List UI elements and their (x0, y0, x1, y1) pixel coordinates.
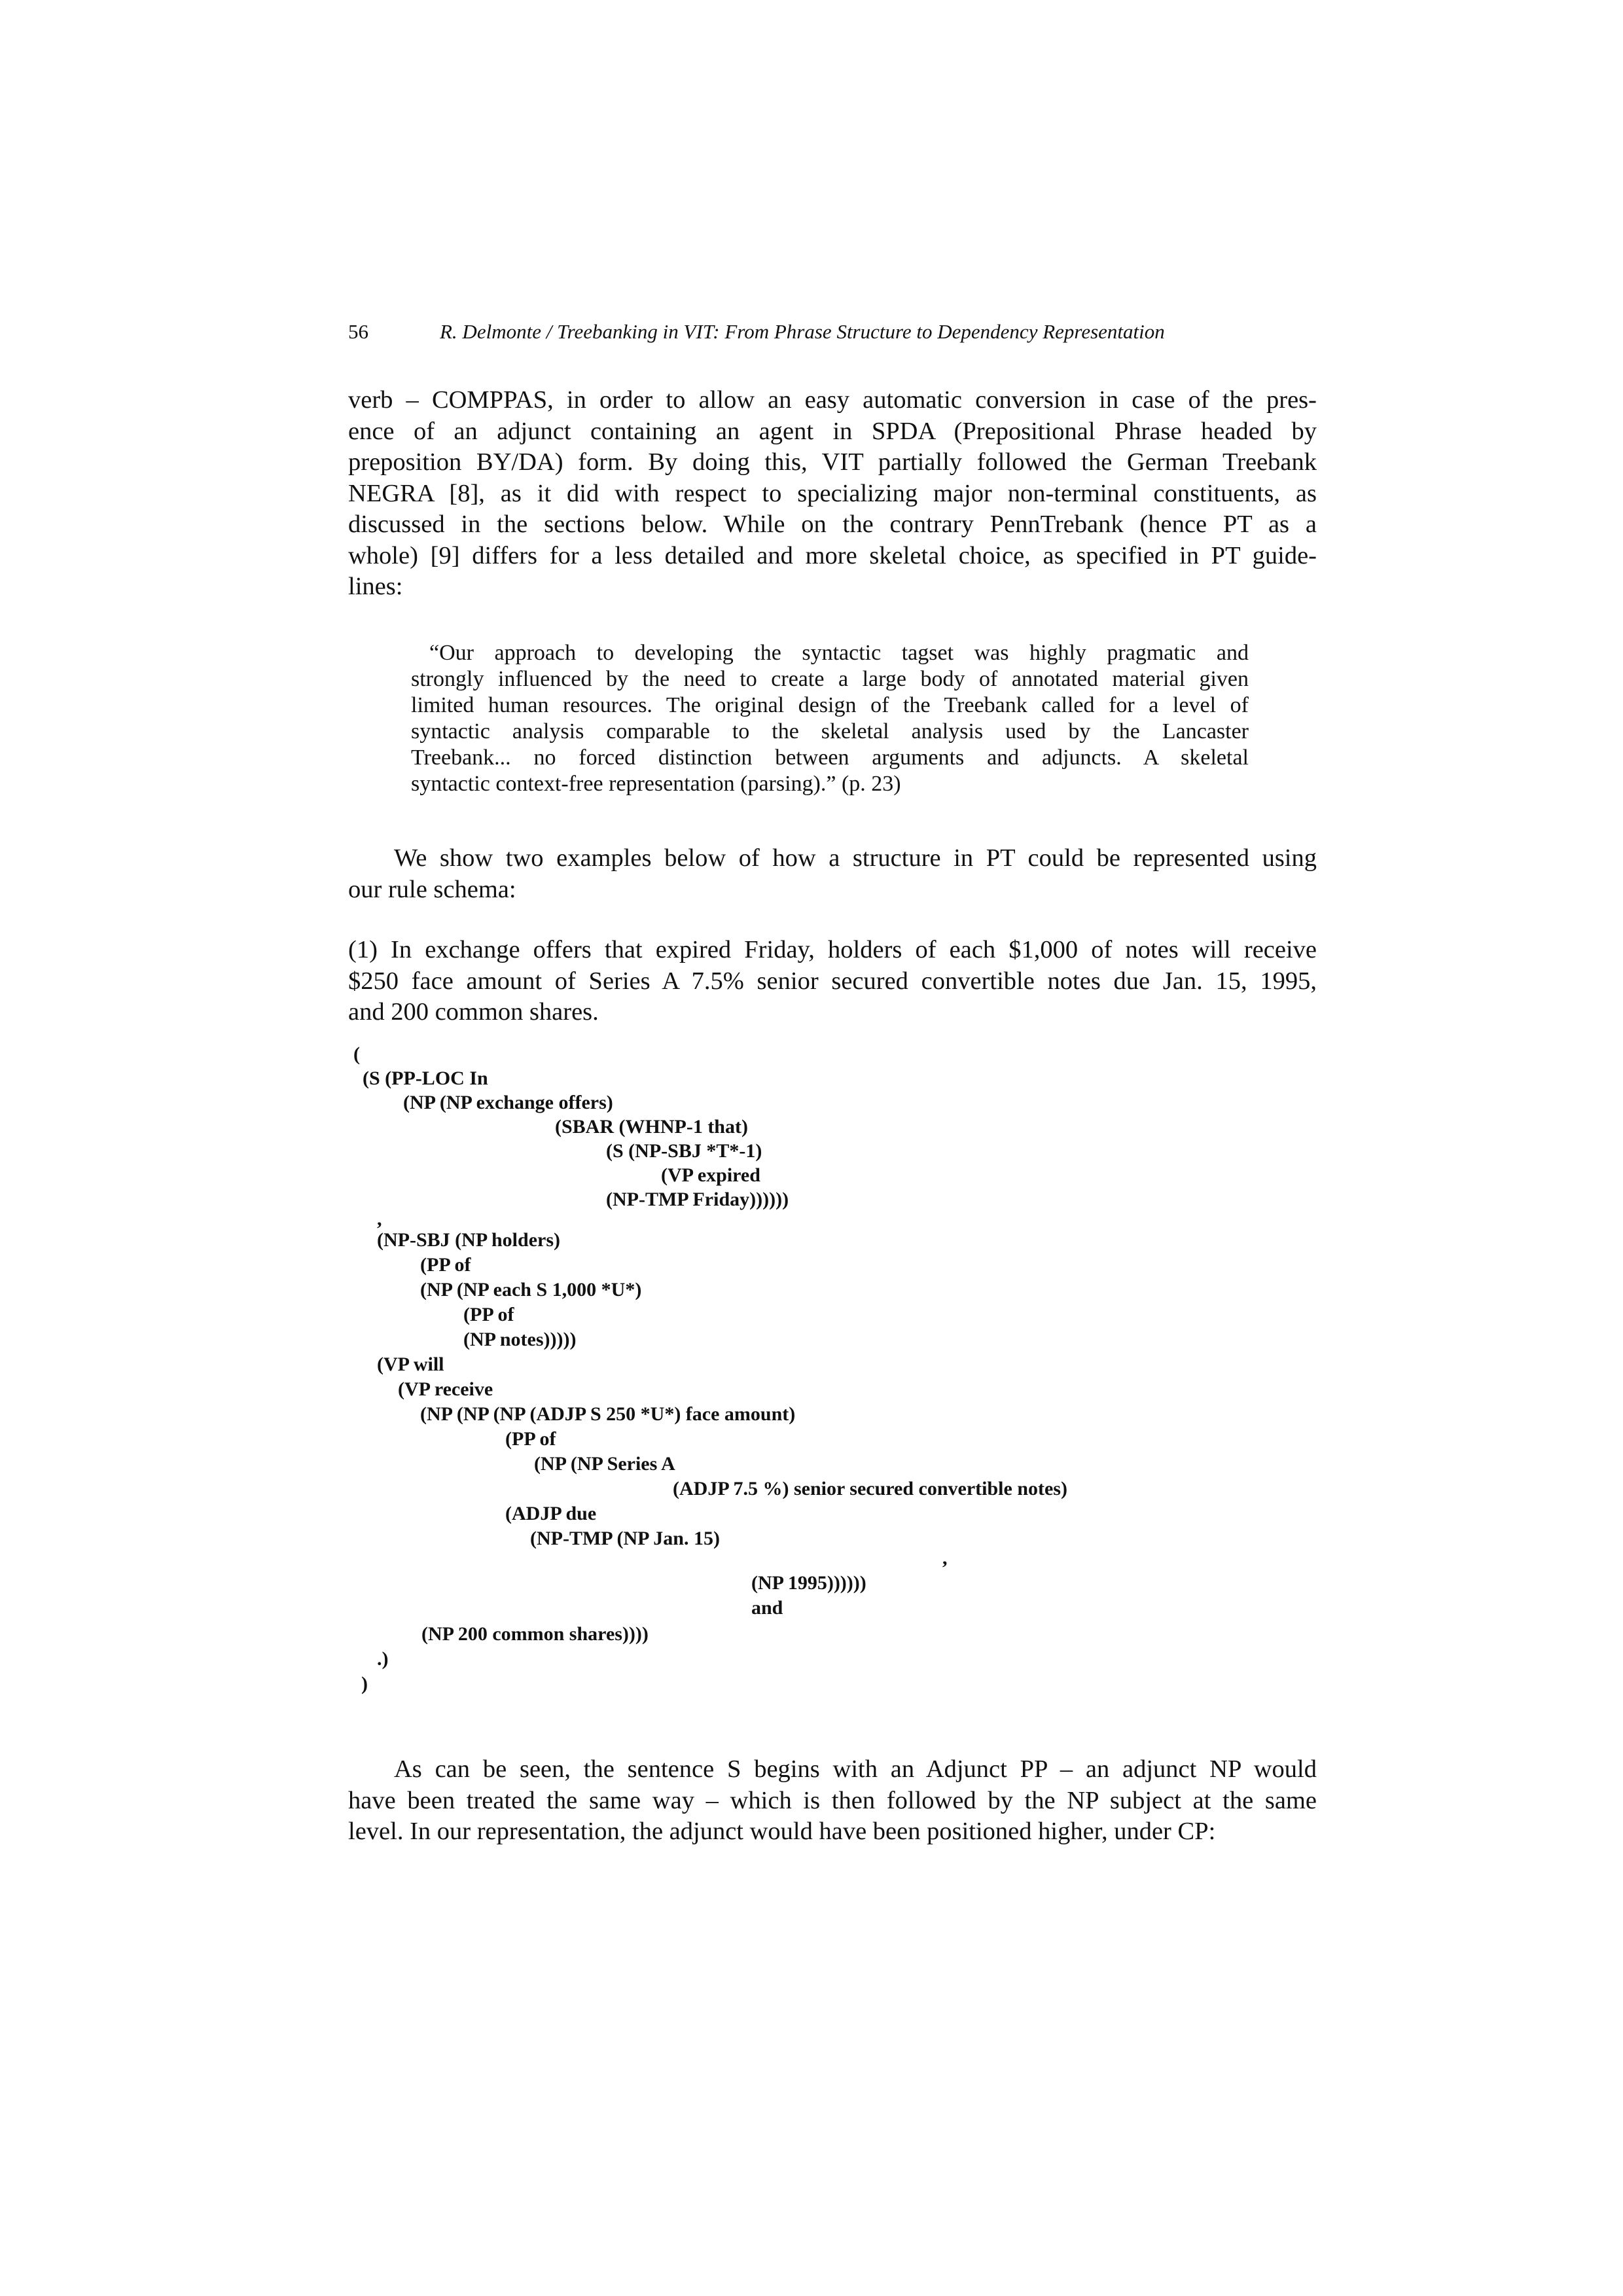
paragraph-1 (348, 385, 1317, 603)
tree-line: (ADJP 7.5 %) senior secured convertible notes) (673, 1478, 1067, 1499)
text-line: lines: (348, 573, 403, 600)
tree-line: (PP of (420, 1254, 471, 1276)
tree-line: (VP expired (661, 1164, 760, 1186)
quote-line: limited human resources. The original design of the Treebank called for a level of (411, 693, 1249, 717)
tree-line: (NP 200 common shares)))) (421, 1623, 649, 1645)
tree-line: (VP receive (398, 1378, 493, 1400)
text-line: preposition BY/DA) form. By doing this, VIT partially followed the German Treebank (348, 448, 1317, 476)
tree-line: (PP of (505, 1428, 556, 1450)
running-title: R. Delmonte / Treebanking in VIT: From Phrase Structure to Dependency Representation (440, 320, 1165, 343)
block-quote (411, 640, 1249, 797)
tree-line: (VP will (377, 1354, 444, 1375)
quote-line: Treebank... no forced distinction between arguments and adjuncts. A skeletal (411, 745, 1249, 770)
text-line: We show two examples below of how a structure in PT could be represented using (394, 844, 1317, 872)
tree-line: (NP-TMP Friday)))))) (606, 1189, 789, 1210)
quote-line: strongly influenced by the need to create a large body of annotated material given (411, 667, 1249, 691)
example-sentence (348, 935, 1317, 1028)
tree-line: (NP (NP exchange offers) (403, 1092, 613, 1113)
tree-line: .) (377, 1648, 389, 1670)
tree-line: ( (353, 1043, 360, 1065)
tree-line: (NP (NP Series A (534, 1453, 675, 1475)
page-number: 56 (348, 320, 368, 343)
quote-line: syntactic analysis comparable to the skeletal analysis used by the Lancaster (411, 719, 1249, 744)
tree-line: and (751, 1597, 783, 1619)
tree-line: , (377, 1208, 382, 1230)
tree-line: (S (NP-SBJ *T*-1) (606, 1140, 762, 1162)
tree-line: (NP-TMP (NP Jan. 15) (530, 1528, 720, 1549)
tree-line: (NP 1995)))))) (751, 1572, 866, 1594)
text-line: have been treated the same way – which is then followed by the NP subject at the same (348, 1786, 1317, 1814)
text-line: As can be seen, the sentence S begins with an Adjunct PP – an adjunct NP would (394, 1755, 1317, 1783)
tree-line: (ADJP due (505, 1503, 597, 1524)
text-line: $250 face amount of Series A 7.5% senior secured convertible notes due Jan. 15, 1995, (348, 967, 1317, 995)
text-line: ence of an adjunct containing an agent in SPDA (Prepositional Phrase headed by (348, 417, 1317, 445)
tree-line: (S (PP-LOC In (363, 1067, 488, 1089)
text-line: NEGRA [8], as it did with respect to specializing major non-terminal constituents, as (348, 479, 1317, 507)
quote-line: “Our approach to developing the syntactic tagset was highly pragmatic and (429, 641, 1249, 665)
tree-line: , (942, 1547, 948, 1569)
text-line: (1) In exchange offers that expired Friday, holders of each $1,000 of notes will receive (348, 936, 1317, 963)
tree-line: (NP (NP (NP (ADJP S 250 *U*) face amount) (420, 1403, 796, 1425)
tree-line: (NP notes))))) (463, 1329, 577, 1350)
text-line: discussed in the sections below. While on the contrary PennTrebank (hence PT as a (348, 511, 1317, 538)
quote-line: syntactic context-free representation (parsing).” (p. 23) (411, 772, 901, 796)
text-line: level. In our representation, the adjunct would have been positioned higher, under CP: (348, 1818, 1216, 1845)
text-line: and 200 common shares. (348, 998, 599, 1026)
tree-line: (SBAR (WHNP-1 that) (555, 1116, 748, 1138)
tree-line: (PP of (463, 1304, 514, 1325)
tree-line: ) (361, 1673, 368, 1695)
paragraph-4 (348, 1754, 1317, 1848)
tree-line: (NP-SBJ (NP holders) (377, 1229, 560, 1251)
text-line: our rule schema: (348, 875, 516, 903)
paragraph-2 (348, 843, 1317, 905)
text-line: whole) [9] differs for a less detailed and more skeletal choice, as specified in PT guide- (348, 541, 1317, 569)
tree-line: (NP (NP each S 1,000 *U*) (420, 1279, 642, 1300)
parse-tree (353, 1042, 1217, 1762)
text-line: verb – COMPPAS, in order to allow an easy automatic conversion in case of the pres- (348, 386, 1317, 414)
